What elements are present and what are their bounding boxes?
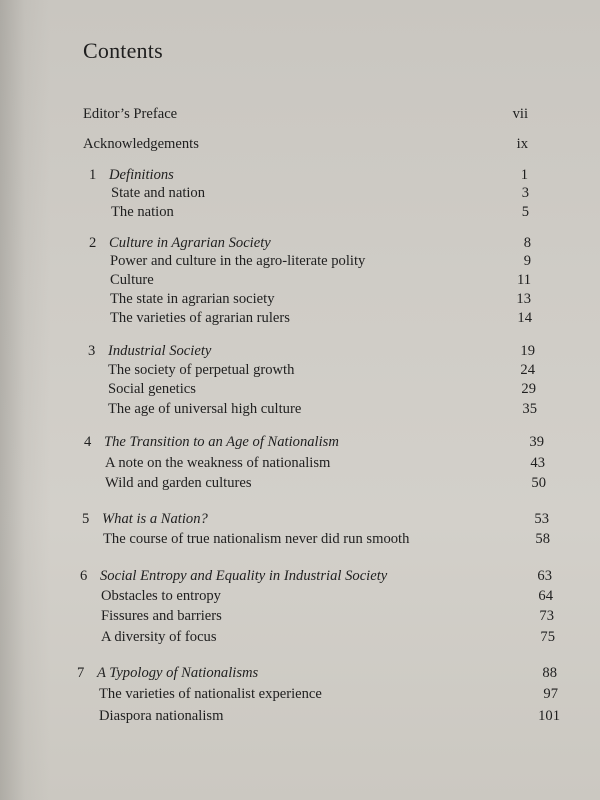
section-page: 97 xyxy=(543,686,558,702)
entry-title: Acknowledgements xyxy=(83,136,199,152)
section-title: A diversity of focus xyxy=(101,629,217,645)
section-title: The state in agrarian society xyxy=(110,291,275,307)
toc-entry-acknowledgements xyxy=(83,135,528,153)
chapter-page: 39 xyxy=(529,434,544,450)
chapter-page: 53 xyxy=(534,511,549,527)
chapter-number: 3 xyxy=(88,343,96,359)
chapter-title: Culture in Agrarian Society xyxy=(109,235,271,251)
toc-section xyxy=(110,290,531,308)
section-title: Fissures and barriers xyxy=(101,608,222,624)
section-title: Culture xyxy=(110,272,154,288)
section-page: 35 xyxy=(522,401,537,417)
toc-chapter-1 xyxy=(89,166,528,184)
section-title: The society of perpetual growth xyxy=(108,362,295,378)
section-title: Obstacles to entropy xyxy=(101,588,221,604)
section-page: 73 xyxy=(539,608,554,624)
chapter-page: 8 xyxy=(523,235,531,251)
chapter-title: Social Entropy and Equality in Industrial Society xyxy=(100,568,388,584)
page-edge-shadow xyxy=(0,0,50,800)
chapter-page: 1 xyxy=(520,167,528,183)
toc-section xyxy=(101,587,553,605)
chapter-title: The Transition to an Age of Nationalism xyxy=(104,434,339,450)
section-title: A note on the weakness of nationalism xyxy=(105,455,331,471)
section-title: The age of universal high culture xyxy=(108,401,302,417)
chapter-number: 7 xyxy=(77,665,85,681)
chapter-title: Definitions xyxy=(109,167,174,183)
toc-section xyxy=(103,530,550,548)
section-page: 101 xyxy=(538,708,560,724)
toc-section xyxy=(110,252,531,270)
section-title: Social genetics xyxy=(108,381,196,397)
entry-title: Editor’s Preface xyxy=(83,106,178,122)
toc-section xyxy=(111,184,529,202)
section-title: The course of true nationalism never did run smooth xyxy=(103,531,410,547)
section-page: 9 xyxy=(523,253,531,269)
toc-section xyxy=(108,361,535,379)
section-page: 13 xyxy=(516,291,531,307)
section-title: The varieties of nationalist experience xyxy=(99,686,322,702)
toc-chapter-5 xyxy=(82,510,549,528)
toc-section xyxy=(108,380,536,398)
chapter-number: 6 xyxy=(80,568,88,584)
toc-section xyxy=(110,271,531,289)
toc-chapter-4 xyxy=(84,433,544,451)
chapter-page: 88 xyxy=(542,665,557,681)
toc-section xyxy=(110,309,532,327)
section-page: 3 xyxy=(521,185,529,201)
entry-page: ix xyxy=(516,136,528,152)
section-page: 75 xyxy=(540,629,555,645)
toc-section xyxy=(101,607,554,625)
section-page: 5 xyxy=(521,204,529,220)
section-page: 24 xyxy=(520,362,535,378)
section-title: The nation xyxy=(111,204,174,220)
chapter-number: 2 xyxy=(89,235,97,251)
chapter-title: A Typology of Nationalisms xyxy=(97,665,259,681)
entry-page: vii xyxy=(512,106,528,122)
chapter-number: 1 xyxy=(89,167,97,183)
section-title: Diaspora nationalism xyxy=(99,708,224,724)
section-page: 50 xyxy=(531,475,546,491)
toc-chapter-6 xyxy=(80,567,552,585)
chapter-number: 5 xyxy=(82,511,90,527)
toc-section xyxy=(99,685,558,703)
chapter-number: 4 xyxy=(84,434,92,450)
toc-section xyxy=(105,474,546,492)
section-page: 14 xyxy=(517,310,532,326)
toc-chapter-7 xyxy=(77,664,557,682)
toc-chapter-3 xyxy=(88,342,535,360)
section-page: 11 xyxy=(516,272,531,288)
section-title: State and nation xyxy=(111,185,206,201)
chapter-title: What is a Nation? xyxy=(102,511,208,527)
contents-heading: Contents xyxy=(83,38,163,63)
section-page: 43 xyxy=(530,455,545,471)
toc-section xyxy=(105,454,545,472)
chapter-page: 19 xyxy=(520,343,535,359)
toc-chapter-2 xyxy=(89,234,531,252)
chapter-title: Industrial Society xyxy=(108,343,212,359)
section-title: The varieties of agrarian rulers xyxy=(110,310,290,326)
section-page: 58 xyxy=(535,531,550,547)
toc-section xyxy=(99,707,560,725)
section-page: 64 xyxy=(538,588,553,604)
section-title: Wild and garden cultures xyxy=(105,475,252,491)
toc-section xyxy=(111,203,529,221)
toc-entry-editors-preface xyxy=(83,105,528,123)
chapter-page: 63 xyxy=(537,568,552,584)
section-title: Power and culture in the agro-literate polity xyxy=(110,253,366,269)
toc-section xyxy=(101,628,555,646)
toc-section xyxy=(108,400,537,418)
section-page: 29 xyxy=(521,381,536,397)
